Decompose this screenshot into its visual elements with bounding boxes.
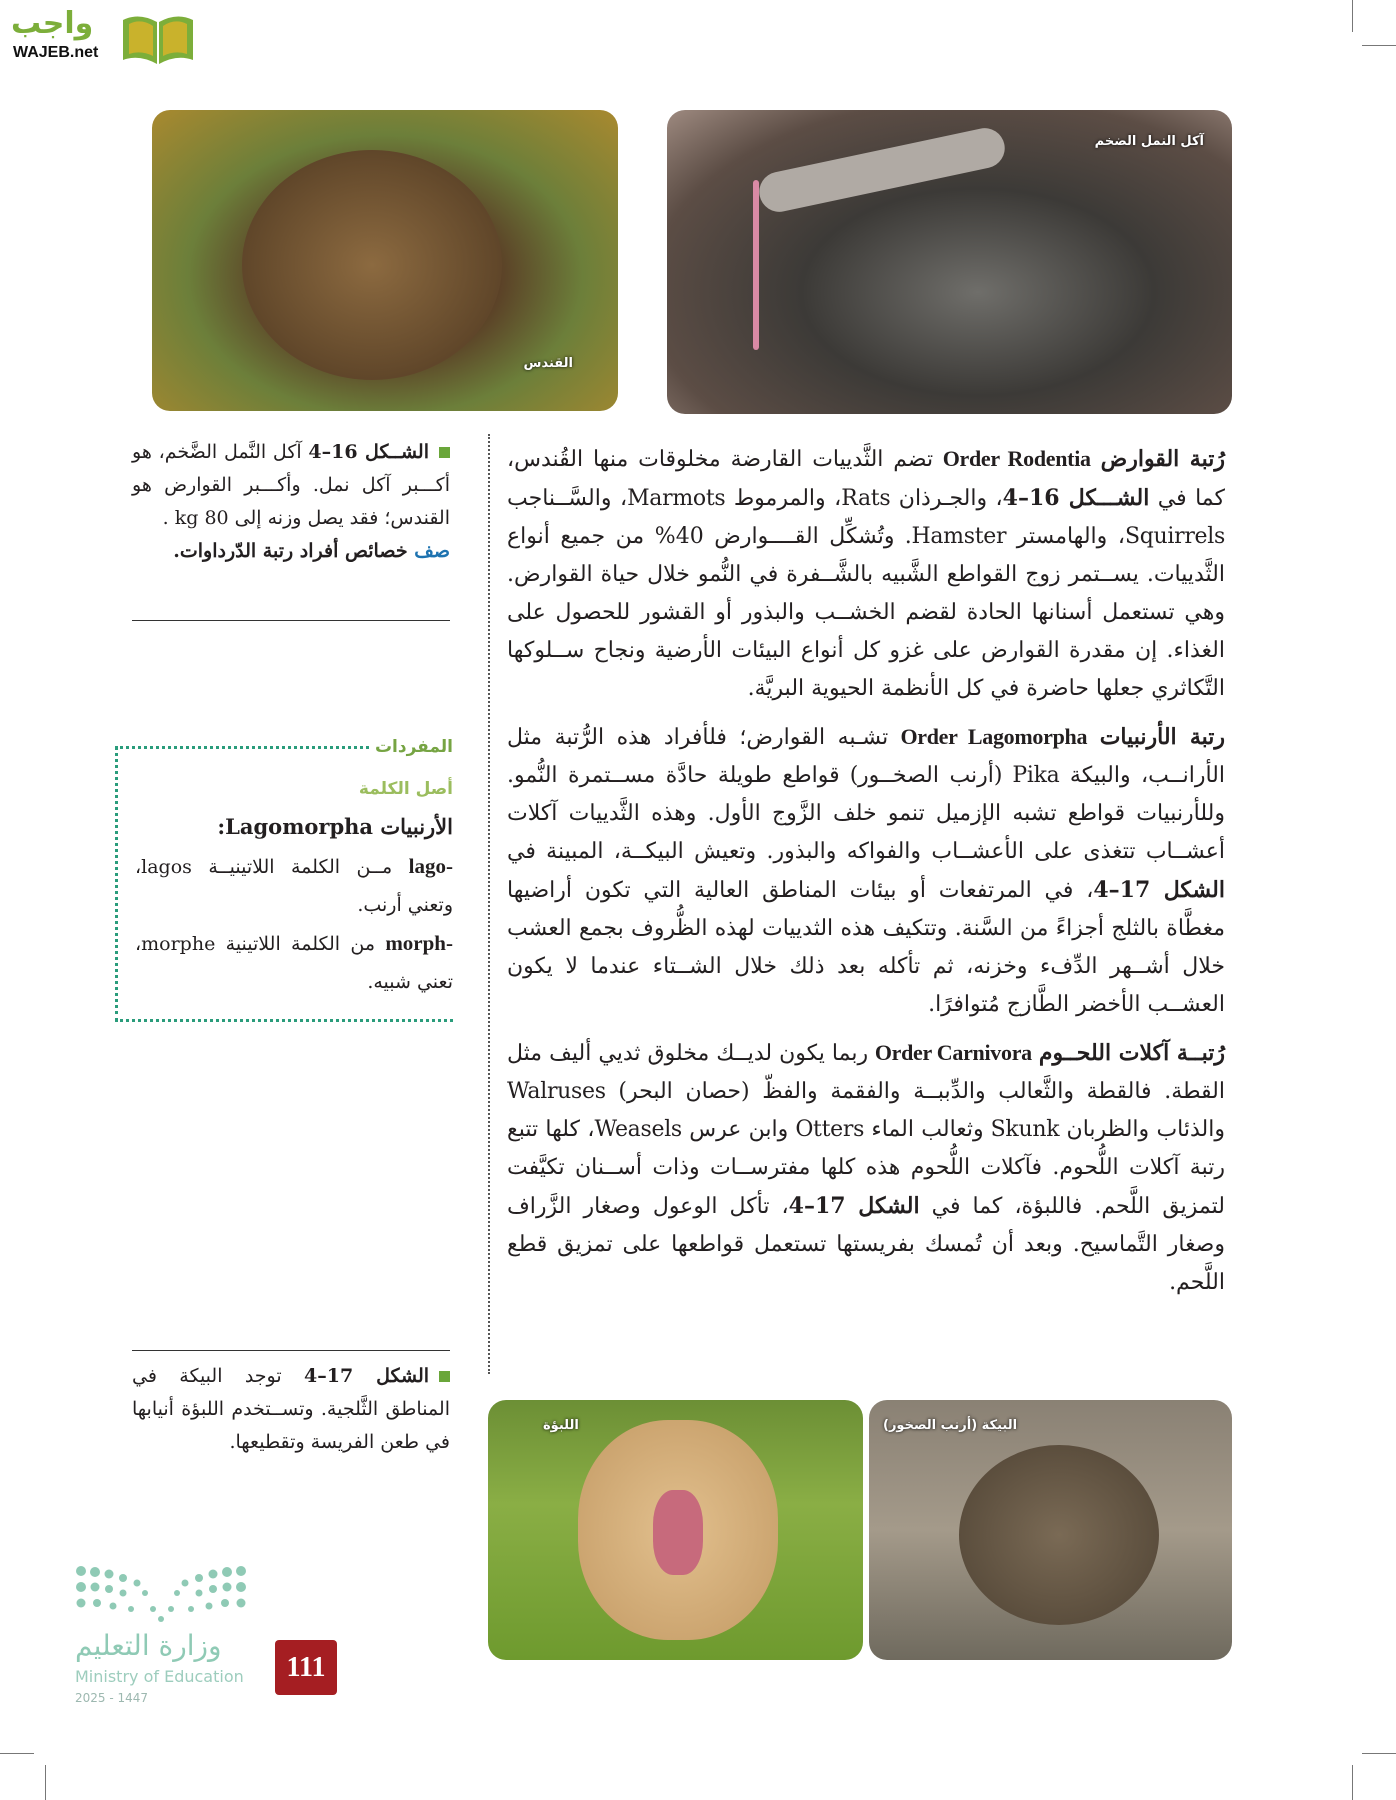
caption-text: آكل النَّمل الضَّخم، هو أكـــبر آكل نمل. وأكـــبر القوارض هو القندس؛ فقد يصل وزنه إلى 80 kg .: [132, 441, 450, 529]
caption-rule: [132, 620, 450, 621]
term: Order Carnivora: [874, 1040, 1032, 1065]
beaver-photo: [152, 110, 618, 411]
crop-mark: [1352, 1765, 1353, 1800]
book-icon: [119, 10, 197, 66]
text: ، تأكل الوعول وصغار الزَّراف وصغار التَّماسيح. وبعد أن تُمسك بفريستها تستعمل قواطعها على تمزيق قطع اللَّحم.: [507, 1194, 1225, 1295]
term: Order Rodentia: [942, 446, 1091, 471]
figure-ref: الشـــكل 16–4: [1002, 485, 1150, 511]
logo-arabic: واجب: [11, 6, 94, 41]
caption-question: خصائص أفراد رتبة الدّرداوات.: [173, 540, 415, 562]
vocab-root: -lago: [408, 854, 453, 878]
ministry-logo: [75, 1565, 255, 1715]
crop-mark: [1362, 1753, 1396, 1754]
anteater-label: آكل النمل الضخم: [1094, 134, 1204, 149]
bullet-square-icon: [439, 447, 450, 458]
edition-year: 2025 - 1447: [75, 1691, 149, 1705]
vocab-term: الأرنبيات Lagomorpha:: [217, 814, 453, 839]
paragraph-carnivora: [507, 1034, 1225, 1302]
text: ، والجـرذان Rats، والمرموط Marmots، والسَّــناجب Squirrels، والهامستر Hamster. وتُشكِّل القــــوارض 40% من جميع أنواع الثَّدييات. يســتمر زوج القواطع الشَّبيه بالشَّــفرة في النُّمو خلال حياة القوارض. وهي تستعمل أسنانها الحادة لقضم الخشــب والبذور أو القشور للحصول على الغذاء. إن مقدرة القوارض على غزو كل أنواع البيئات الأرضية ونجاح ســلوكها التَّكاثري جعلها حاضرة في كل الأنظمة الحيوية البريَّة.: [507, 486, 1225, 701]
crop-mark: [1362, 45, 1396, 46]
term: Order Lagomorpha: [900, 724, 1088, 749]
beaver-label: القندس: [523, 356, 573, 371]
caption-text: توجد البيكة في المناطق الثَّلجية. وتســتخدم اللبؤة أنيابها في طعن الفريسة وتقطيعها.: [132, 1365, 450, 1453]
paragraph-rodentia: [507, 440, 1225, 708]
caption-figure-ref: الشــكل 16–4: [308, 441, 429, 463]
figure-ref: الشكل 17–4: [788, 1193, 920, 1219]
crop-mark: [45, 1765, 46, 1800]
text: ربما يكون لديــك مخلوق ثديي أليف مثل القطة. فالقطة والثَّعالب والدِّببــة والفقمة والفظّ (حصان البحر) Walruses والذئاب والظربان Skunk وثعالب الماء Otters وابن عرس Weasels، كلها تتبع رتبة آكلات اللُّحوم. فآكلات اللُّحوم هذه كلها مفترســات وذات أســنان تكيَّفت لتمزيق اللَّحم. فاللبؤة، كما في: [507, 1041, 1225, 1219]
heading-lagomorpha: رتبة الأرنبيات: [1099, 724, 1226, 750]
heading-rodentia: رُتبة القوارض: [1100, 446, 1225, 472]
pika-photo: [869, 1400, 1232, 1660]
vocab-subtitle: أصل الكلمة: [358, 779, 453, 799]
vocabulary-box: [115, 737, 453, 1022]
crop-mark: [1352, 0, 1353, 32]
text: تشـبه القوارض؛ فلأفراد هذه الرُّتبة مثل الأرانــب، والبيكة Pika (أرنب الصخــور) قواطع طويلة حادَّة مســتمرة النُّمو. وللأرنبيات قواطع تشبه الإزميل تنمو خلف الزَّوج الأول. وهذه الثَّدييات آكلات أعشــاب تتغذى على الأعشــاب والفواكه والبذور. وتعيش البيكــة، المبينة في: [507, 725, 1225, 864]
question-verb: صف: [414, 540, 450, 562]
vocab-root: -morph: [385, 931, 453, 955]
lioness-photo: [488, 1400, 863, 1660]
pika-label: البيكة (أرنب الصخور): [883, 1418, 1018, 1433]
lioness-label: اللبؤة: [543, 1418, 579, 1433]
logo-latin: WAJEB.net: [13, 44, 99, 61]
caption-figure-ref: الشكل 17–4: [304, 1365, 430, 1387]
heading-carnivora: رُتبــة آكلات اللحــوم: [1038, 1040, 1225, 1066]
figure-ref: الشكل 17–4: [1093, 877, 1225, 903]
main-text: [507, 440, 1225, 1312]
bullet-square-icon: [439, 1371, 450, 1382]
ministry-dots-icon: [75, 1565, 247, 1625]
figure-caption-17-4: [132, 1360, 450, 1459]
anteater-photo: [667, 110, 1232, 414]
crop-mark: [0, 1753, 34, 1754]
text: ، في المرتفعات أو بيئات المناطق العالية التي تكون أراضيها مغطَّاة بالثلج أجزاءً من السَّنة. وتتكيف هذه الثدييات لهذه الظُّروف بجمع العشب خلال أشــهر الدِّفء وخزنه، ثم تأكله بعد ذلك خلال الشــتاء عندما لا يكون العشــب الأخضر الطَّازج مُتوافرًا.: [507, 878, 1225, 1017]
figure-caption-16-4: [132, 436, 450, 568]
vocab-definition: من الكلمة اللاتينية morphe، تعني شبيه.: [135, 933, 453, 993]
vocab-definition: مــن الكلمة اللاتينيــة lagos، وتعني أرنب.: [135, 856, 453, 916]
wajeb-logo: [11, 6, 191, 68]
ministry-name-arabic: وزارة التعليم: [75, 1629, 222, 1662]
paragraph-lagomorpha: [507, 718, 1225, 1024]
vocab-title: المفردات: [369, 737, 453, 757]
page-number: 111: [275, 1640, 337, 1695]
caption-rule: [132, 1350, 450, 1351]
text: تضم الثَّدييات القارضة مخلوقات منها القُندس، كما في: [507, 447, 1225, 511]
column-divider: [488, 434, 490, 1374]
ministry-name-english: Ministry of Education: [75, 1667, 244, 1686]
